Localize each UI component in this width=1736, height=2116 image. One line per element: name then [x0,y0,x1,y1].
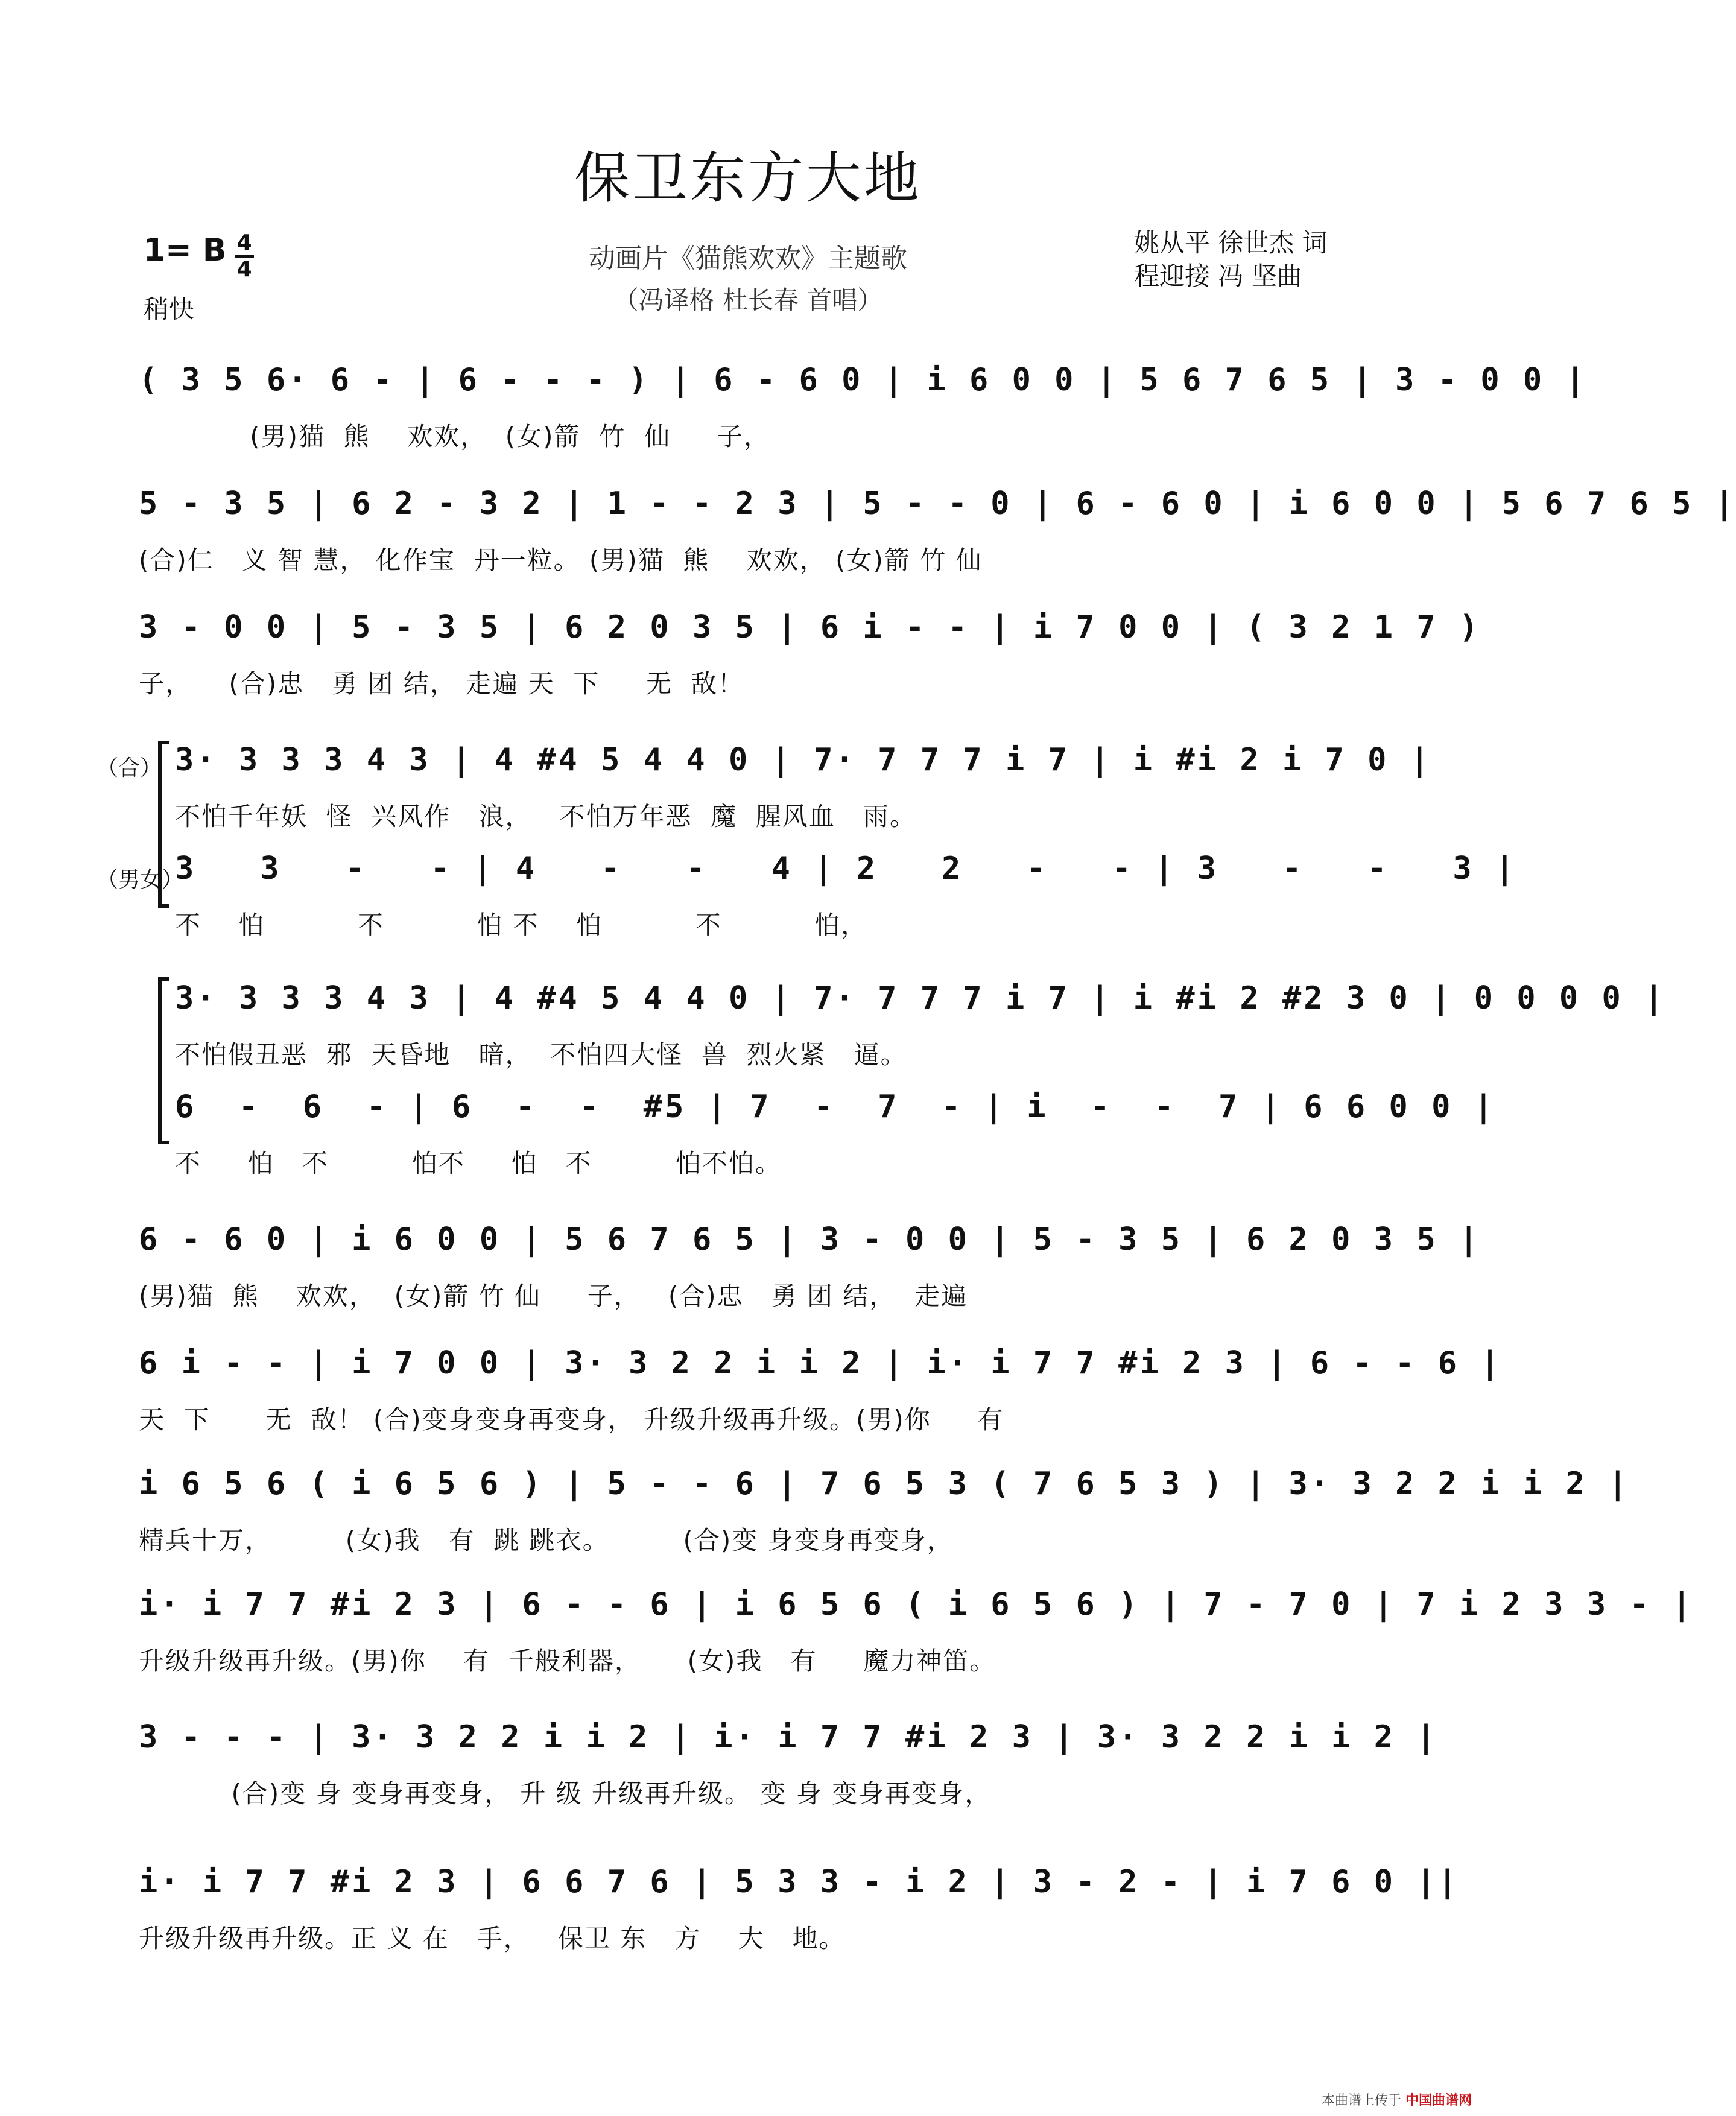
score-line [139,362,1587,454]
part-label-duet: （男女） [97,867,184,892]
lyrics: 不怕假丑恶 邪 天昏地 暗， 不怕四大怪 兽 烈火紧 逼。 [175,1040,907,1069]
footer [1322,2090,1472,2109]
lyrics: 不怕千年妖 怪 兴风作 浪， 不怕万年恶 魔 腥风血 雨。 [175,802,916,831]
score-line [139,609,1481,701]
score-line [175,742,1432,834]
system-brace [158,977,169,1144]
composer: 程迎接 冯 坚曲 [1134,261,1302,291]
score-line [139,1466,1630,1557]
notation: ( 3 5 6· 6 - | 6 - - - ) | 6 - 6 0 | i 6 0 0 | 5 6 7 6 5 | 3 - 0 0 | [139,362,1587,398]
key-signature: 1= B [144,232,227,268]
notation: 3· 3 3 3 4 3 | 4 #4 5 4 4 0 | 7· 7 7 7 i 7 | i #i 2 i 7 0 | [175,742,1432,778]
score-line [139,1586,1694,1678]
song-title: 保卫东方大地 [574,146,922,211]
score-line [175,1089,1496,1180]
site-logo[interactable]: 中国曲谱网 [1405,2093,1472,2108]
lyrics: 子， (合)忠 勇 团 结， 走遍 天 下 无 敌！ [139,669,744,698]
score-line [139,1221,1481,1313]
notation: 6 i - - | i 7 0 0 | 3· 3 2 2 i i 2 | i· i 7 7 #i 2 3 | 6 - - 6 | [139,1345,1502,1381]
notation: 3 - 0 0 | 5 - 3 5 | 6 2 0 3 5 | 6 i - - | i 7 0 0 | ( 3 2 1 7 ) [139,609,1481,645]
score-line [175,980,1666,1072]
lyrics: 升级升级再升级。正 义 在 手， 保卫 东 方 大 地。 [139,1924,846,1953]
notation: 3 - - - | 3· 3 2 2 i i 2 | i· i 7 7 #i 2 3 | 3· 3 2 2 i i 2 | [139,1719,1438,1755]
notation: 3· 3 3 3 4 3 | 4 #4 5 4 4 0 | 7· 7 7 7 i 7 | i #i 2 #2 3 0 | 0 0 0 0 | [175,980,1666,1016]
lyrics: (男)猫 熊 欢欢， (女)箭 竹 仙 子， [139,422,770,451]
lyrics: 不 怕 不 怕 不 怕 不 怕， [175,910,868,940]
singers: （冯译格 杜长春 首唱） [613,285,883,315]
notation: 6 - 6 0 | i 6 0 0 | 5 6 7 6 5 | 3 - 0 0 | 5 - 3 5 | 6 2 0 3 5 | [139,1221,1481,1258]
notation: 3 3 - - | 4 - - 4 | 2 2 - - | 3 - - 3 | [175,851,1517,887]
tempo-marking: 稍快 [144,294,195,324]
lyrics: (合)变 身 变身再变身， 升 级 升级再升级。 变 身 变身再变身， [139,1779,992,1808]
lyrics: (合)仁 义 智 慧， 化作宝 丹一粒。 (男)猫 熊 欢欢， (女)箭 竹 仙 [139,545,983,575]
lyrics: 不 怕 不 怕不 怕 不 怕不怕。 [175,1148,782,1178]
notation: 6 - 6 - | 6 - - #5 | 7 - 7 - | i - - 7 | 6 6 0 0 | [175,1089,1496,1125]
notation: 5 - 3 5 | 6 2 - 3 2 | 1 - - 2 3 | 5 - - 0 | 6 - 6 0 | i 6 0 0 | 5 6 7 6 5 | [139,486,1736,522]
notation: i· i 7 7 #i 2 3 | 6 6 7 6 | 5 3 3 - i 2 | 3 - 2 - | i 7 6 0 || [139,1864,1460,1900]
system-brace [158,741,169,908]
lyrics: 升级升级再升级。(男)你 有 千般利器， (女)我 有 魔力神笛。 [139,1646,996,1676]
lyrics: 天 下 无 敌！ (合)变身变身再变身， 升级升级再升级。(男)你 有 [139,1405,1004,1434]
score-line [139,1345,1502,1437]
score-line [139,1719,1438,1811]
score-line [139,486,1736,577]
lyricist: 姚从平 徐世杰 词 [1134,228,1328,258]
time-signature-top: 4 [236,230,252,255]
lyrics: 精兵十万， (女)我 有 跳 跳衣。 (合)变 身变身再变身， [139,1525,954,1555]
score-line [175,851,1517,942]
notation: i 6 5 6 ( i 6 5 6 ) | 5 - - 6 | 7 6 5 3 ( 7 6 5 3 ) | 3· 3 2 2 i i 2 | [139,1466,1630,1502]
score-line [139,1864,1460,1956]
lyrics: (男)猫 熊 欢欢， (女)箭 竹 仙 子， (合)忠 勇 团 结， 走遍 [139,1281,968,1311]
time-signature-bottom: 4 [236,257,252,282]
subtitle: 动画片《猫熊欢欢》主题歌 [589,243,907,274]
part-label-chorus: （合） [97,756,162,781]
footer-text: 本曲谱上传于 [1321,2093,1401,2108]
notation: i· i 7 7 #i 2 3 | 6 - - 6 | i 6 5 6 ( i 6 5 6 ) | 7 - 7 0 | 7 i 2 3 3 - | [139,1586,1694,1623]
